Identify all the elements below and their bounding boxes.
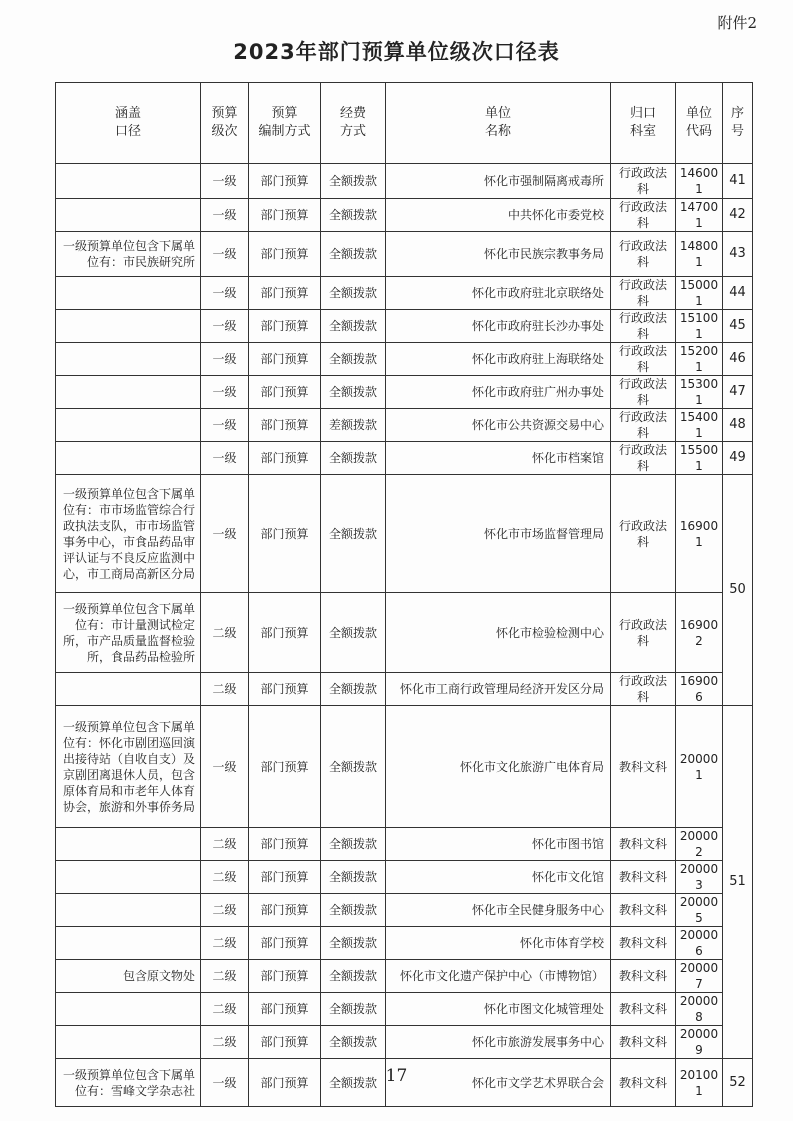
table-row <box>56 343 753 376</box>
header-funding-method: 经费 方式 <box>321 83 386 164</box>
unit-code-cell: 147001 <box>676 199 723 232</box>
budget-method-cell: 部门预算 <box>249 409 321 442</box>
unit-name-cell: 怀化市文化旅游广电体育局 <box>386 706 611 828</box>
budget-method-cell: 部门预算 <box>249 993 321 1026</box>
budget-level-cell: 一级 <box>201 310 249 343</box>
department-cell: 行政政法科 <box>611 376 676 409</box>
unit-code-cell: 169006 <box>676 673 723 706</box>
budget-level-cell: 一级 <box>201 706 249 828</box>
coverage-cell <box>56 673 201 706</box>
seq-cell: 49 <box>723 442 753 475</box>
coverage-cell <box>56 199 201 232</box>
seq-cell: 51 <box>723 706 753 1059</box>
budget-level-cell: 一级 <box>201 232 249 277</box>
funding-method-cell: 差额拨款 <box>321 409 386 442</box>
page-title: 2023年部门预算单位级次口径表 <box>233 40 560 64</box>
unit-name-cell: 怀化市市场监督管理局 <box>386 475 611 593</box>
department-cell: 教科文科 <box>611 1026 676 1059</box>
budget-level-cell: 一级 <box>201 409 249 442</box>
unit-code-cell: 146001 <box>676 164 723 199</box>
department-cell: 教科文科 <box>611 960 676 993</box>
funding-method-cell: 全额拨款 <box>321 199 386 232</box>
coverage-cell: 一级预算单位包含下属单位有：市计量测试检定所，市产品质量监督检验所，食品药品检验所 <box>56 593 201 673</box>
unit-code-cell: 155001 <box>676 442 723 475</box>
unit-code-cell: 169002 <box>676 593 723 673</box>
seq-cell: 43 <box>723 232 753 277</box>
funding-method-cell: 全额拨款 <box>321 673 386 706</box>
budget-level-cell: 一级 <box>201 475 249 593</box>
department-cell: 行政政法科 <box>611 199 676 232</box>
seq-cell: 45 <box>723 310 753 343</box>
unit-code-cell: 154001 <box>676 409 723 442</box>
coverage-cell <box>56 164 201 199</box>
coverage-cell <box>56 927 201 960</box>
department-cell: 行政政法科 <box>611 232 676 277</box>
table-row <box>56 927 753 960</box>
budget-level-cell: 一级 <box>201 376 249 409</box>
budget-level-cell: 二级 <box>201 673 249 706</box>
unit-name-cell: 中共怀化市委党校 <box>386 199 611 232</box>
seq-cell: 41 <box>723 164 753 199</box>
coverage-cell <box>56 442 201 475</box>
department-cell: 教科文科 <box>611 927 676 960</box>
budget-method-cell: 部门预算 <box>249 861 321 894</box>
department-cell: 行政政法科 <box>611 593 676 673</box>
funding-method-cell: 全额拨款 <box>321 475 386 593</box>
department-cell: 行政政法科 <box>611 442 676 475</box>
budget-level-cell: 二级 <box>201 1026 249 1059</box>
funding-method-cell: 全额拨款 <box>321 1059 386 1107</box>
department-cell: 教科文科 <box>611 706 676 828</box>
budget-method-cell: 部门预算 <box>249 1059 321 1107</box>
table-row <box>56 442 753 475</box>
unit-name-cell: 怀化市公共资源交易中心 <box>386 409 611 442</box>
department-cell: 行政政法科 <box>611 673 676 706</box>
table-row <box>56 673 753 706</box>
funding-method-cell: 全额拨款 <box>321 927 386 960</box>
budget-level-cell: 一级 <box>201 164 249 199</box>
unit-code-cell: 200008 <box>676 993 723 1026</box>
budget-method-cell: 部门预算 <box>249 593 321 673</box>
coverage-cell: 一级预算单位包含下属单位有：市民族研究所 <box>56 232 201 277</box>
header-department: 归口 科室 <box>611 83 676 164</box>
unit-code-cell: 200005 <box>676 894 723 927</box>
table-row <box>56 861 753 894</box>
coverage-cell: 一级预算单位包含下属单位有：雪峰文学杂志社 <box>56 1059 201 1107</box>
funding-method-cell: 全额拨款 <box>321 277 386 310</box>
coverage-cell <box>56 894 201 927</box>
header-row <box>56 83 753 164</box>
table-row <box>56 593 753 673</box>
budget-method-cell: 部门预算 <box>249 673 321 706</box>
budget-method-cell: 部门预算 <box>249 277 321 310</box>
budget-level-cell: 二级 <box>201 927 249 960</box>
unit-code-cell: 200009 <box>676 1026 723 1059</box>
department-cell: 行政政法科 <box>611 475 676 593</box>
budget-method-cell: 部门预算 <box>249 232 321 277</box>
budget-method-cell: 部门预算 <box>249 442 321 475</box>
unit-code-cell: 201001 <box>676 1059 723 1107</box>
budget-method-cell: 部门预算 <box>249 960 321 993</box>
seq-cell: 44 <box>723 277 753 310</box>
unit-name-cell: 怀化市政府驻北京联络处 <box>386 277 611 310</box>
budget-method-cell: 部门预算 <box>249 706 321 828</box>
unit-name-cell: 怀化市文学艺术界联合会 <box>386 1059 611 1107</box>
budget-method-cell: 部门预算 <box>249 310 321 343</box>
department-cell: 行政政法科 <box>611 343 676 376</box>
table-row <box>56 199 753 232</box>
header-seq: 序号 <box>723 83 753 164</box>
page-number: 17 <box>385 1066 408 1086</box>
table-row <box>56 993 753 1026</box>
header-coverage: 涵盖 口径 <box>56 83 201 164</box>
funding-method-cell: 全额拨款 <box>321 310 386 343</box>
budget-level-cell: 一级 <box>201 1059 249 1107</box>
coverage-cell <box>56 861 201 894</box>
unit-name-cell: 怀化市体育学校 <box>386 927 611 960</box>
coverage-cell: 包含原文物处 <box>56 960 201 993</box>
budget-method-cell: 部门预算 <box>249 343 321 376</box>
department-cell: 行政政法科 <box>611 277 676 310</box>
coverage-cell <box>56 993 201 1026</box>
funding-method-cell: 全额拨款 <box>321 164 386 199</box>
table-row <box>56 1026 753 1059</box>
table-row <box>56 409 753 442</box>
unit-code-cell: 148001 <box>676 232 723 277</box>
department-cell: 行政政法科 <box>611 164 676 199</box>
department-cell: 教科文科 <box>611 1059 676 1107</box>
department-cell: 教科文科 <box>611 993 676 1026</box>
budget-level-cell: 二级 <box>201 593 249 673</box>
table-row <box>56 277 753 310</box>
budget-method-cell: 部门预算 <box>249 894 321 927</box>
unit-name-cell: 怀化市图书馆 <box>386 828 611 861</box>
unit-name-cell: 怀化市旅游发展事务中心 <box>386 1026 611 1059</box>
department-cell: 教科文科 <box>611 861 676 894</box>
budget-level-cell: 二级 <box>201 960 249 993</box>
funding-method-cell: 全额拨款 <box>321 828 386 861</box>
unit-name-cell: 怀化市检验检测中心 <box>386 593 611 673</box>
unit-code-cell: 150001 <box>676 277 723 310</box>
unit-code-cell: 169001 <box>676 475 723 593</box>
unit-name-cell: 怀化市民族宗教事务局 <box>386 232 611 277</box>
header-budget-level: 预算 级次 <box>201 83 249 164</box>
coverage-cell <box>56 376 201 409</box>
table-row <box>56 960 753 993</box>
coverage-cell <box>56 343 201 376</box>
coverage-cell <box>56 310 201 343</box>
table-row <box>56 232 753 277</box>
unit-code-cell: 200003 <box>676 861 723 894</box>
header-unit-code: 单位 代码 <box>676 83 723 164</box>
unit-code-cell: 151001 <box>676 310 723 343</box>
budget-level-cell: 二级 <box>201 993 249 1026</box>
unit-code-cell: 200007 <box>676 960 723 993</box>
department-cell: 行政政法科 <box>611 310 676 343</box>
budget-method-cell: 部门预算 <box>249 199 321 232</box>
header-budget-method: 预算 编制方式 <box>249 83 321 164</box>
table-row <box>56 706 753 828</box>
table-row <box>56 475 753 593</box>
unit-name-cell: 怀化市政府驻广州办事处 <box>386 376 611 409</box>
seq-cell: 47 <box>723 376 753 409</box>
unit-name-cell: 怀化市图文化城管理处 <box>386 993 611 1026</box>
table-row <box>56 164 753 199</box>
budget-method-cell: 部门预算 <box>249 1026 321 1059</box>
funding-method-cell: 全额拨款 <box>321 442 386 475</box>
funding-method-cell: 全额拨款 <box>321 343 386 376</box>
budget-method-cell: 部门预算 <box>249 164 321 199</box>
unit-name-cell: 怀化市档案馆 <box>386 442 611 475</box>
budget-level-cell: 一级 <box>201 442 249 475</box>
coverage-cell: 一级预算单位包含下属单位有：怀化市剧团巡回演出接待站（自收自支）及京剧团离退休人员，包含原体育局和市老年人体育协会，旅游和外事侨务局 <box>56 706 201 828</box>
unit-code-cell: 152001 <box>676 343 723 376</box>
unit-name-cell: 怀化市工商行政管理局经济开发区分局 <box>386 673 611 706</box>
budget-level-cell: 一级 <box>201 343 249 376</box>
unit-name-cell: 怀化市强制隔离戒毒所 <box>386 164 611 199</box>
unit-code-cell: 200001 <box>676 706 723 828</box>
funding-method-cell: 全额拨款 <box>321 960 386 993</box>
coverage-cell <box>56 277 201 310</box>
funding-method-cell: 全额拨款 <box>321 1026 386 1059</box>
funding-method-cell: 全额拨款 <box>321 376 386 409</box>
table-row <box>56 894 753 927</box>
seq-cell: 46 <box>723 343 753 376</box>
unit-code-cell: 200002 <box>676 828 723 861</box>
seq-cell: 52 <box>723 1059 753 1107</box>
funding-method-cell: 全额拨款 <box>321 706 386 828</box>
budget-level-cell: 二级 <box>201 861 249 894</box>
attachment-label: 附件2 <box>717 14 757 32</box>
department-cell: 行政政法科 <box>611 409 676 442</box>
budget-level-table <box>55 82 753 1107</box>
unit-code-cell: 153001 <box>676 376 723 409</box>
unit-code-cell: 200006 <box>676 927 723 960</box>
seq-cell: 50 <box>723 475 753 706</box>
budget-level-cell: 二级 <box>201 828 249 861</box>
seq-cell: 42 <box>723 199 753 232</box>
table-row <box>56 828 753 861</box>
table-body <box>56 164 753 1107</box>
budget-level-cell: 二级 <box>201 894 249 927</box>
funding-method-cell: 全额拨款 <box>321 593 386 673</box>
unit-name-cell: 怀化市文化馆 <box>386 861 611 894</box>
seq-cell: 48 <box>723 409 753 442</box>
coverage-cell <box>56 1026 201 1059</box>
budget-level-cell: 一级 <box>201 199 249 232</box>
unit-name-cell: 怀化市政府驻长沙办事处 <box>386 310 611 343</box>
department-cell: 教科文科 <box>611 894 676 927</box>
funding-method-cell: 全额拨款 <box>321 861 386 894</box>
funding-method-cell: 全额拨款 <box>321 894 386 927</box>
budget-method-cell: 部门预算 <box>249 927 321 960</box>
unit-name-cell: 怀化市全民健身服务中心 <box>386 894 611 927</box>
budget-method-cell: 部门预算 <box>249 475 321 593</box>
funding-method-cell: 全额拨款 <box>321 993 386 1026</box>
funding-method-cell: 全额拨款 <box>321 232 386 277</box>
budget-method-cell: 部门预算 <box>249 828 321 861</box>
unit-name-cell: 怀化市文化遗产保护中心（市博物馆） <box>386 960 611 993</box>
budget-level-cell: 一级 <box>201 277 249 310</box>
table-row <box>56 376 753 409</box>
coverage-cell <box>56 828 201 861</box>
header-unit-name: 单位 名称 <box>386 83 611 164</box>
coverage-cell: 一级预算单位包含下属单位有：市市场监管综合行政执法支队，市市场监管事务中心，市食品药品审评认证与不良反应监测中心，市工商局高新区分局 <box>56 475 201 593</box>
budget-method-cell: 部门预算 <box>249 376 321 409</box>
coverage-cell <box>56 409 201 442</box>
table-row <box>56 310 753 343</box>
unit-name-cell: 怀化市政府驻上海联络处 <box>386 343 611 376</box>
department-cell: 教科文科 <box>611 828 676 861</box>
